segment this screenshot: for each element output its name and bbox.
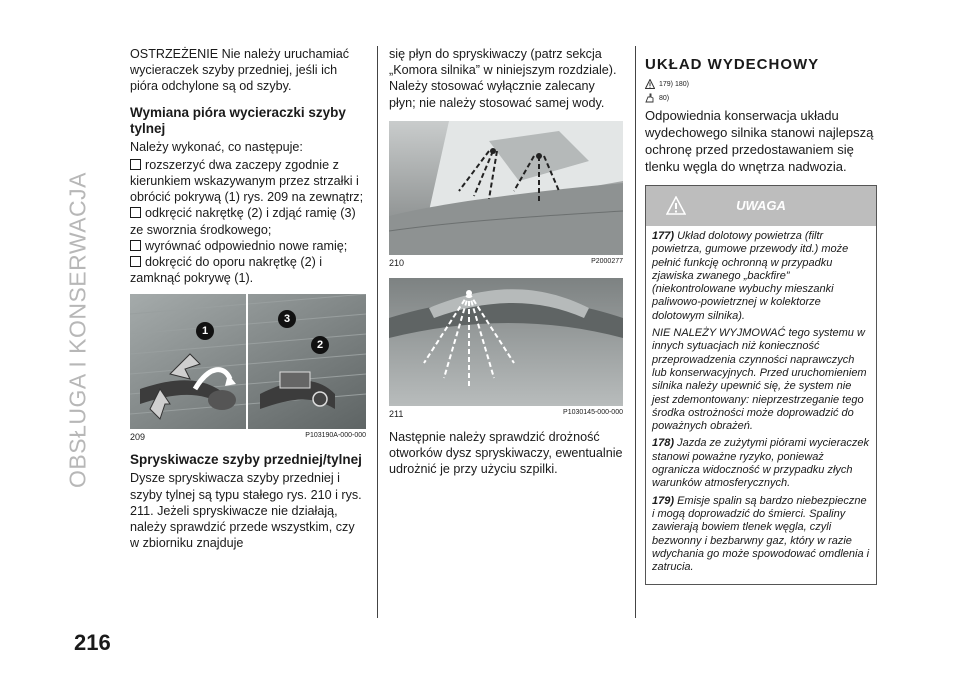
caution-reference-row [645,93,877,103]
column-2 [389,46,623,487]
column-divider [635,46,636,618]
rear-wiper-photo [130,294,366,429]
note-item: 177) Układ dolotowy powietrza (filtr powietrza, gumowe przewody itd.) może pełnić funkcję ochronną w przypadku zjawiska zwanego „backfire” (niekontrolowane wybuchy mieszanki paliwowo-powietrznej w kolektorze dolotowym silnika). [652,230,849,322]
figure-caption [389,409,623,419]
warning-reference-row [645,79,877,89]
warning-triangle-icon [645,79,655,89]
caution-references: 80) [659,94,670,102]
warning-paragraph: OSTRZEŻENIE Nie należy uruchamiać wycieraczek szyby przedniej, jeśli ich pióra odchylone są od szyby. [130,47,350,94]
side-section-title: OBSŁUGA I KONSERWACJA [64,172,91,488]
list-item: wyrównać odpowiednio nowe ramię; [130,238,366,254]
column-divider [377,46,378,618]
list-item: dokręcić do oporu nakrętkę (2) i zamknąć pokrywę (1). [130,255,323,286]
checkbox-icon [130,159,141,170]
warning-triangle-icon [666,196,686,216]
column-3 [645,46,877,585]
figure-code: P103190A-000-000 [305,432,366,440]
page-number: 216 [74,630,111,655]
checkbox-icon [130,207,141,218]
list-item: odkręcić nakrętkę (2) i zdjąć ramię (3) ze sworznia środkowego; [130,206,356,237]
exhaust-paragraph: Odpowiednia konserwacja układu wydechowego silnika stanowi najlepszą ochronę przed przedostawaniem się tlenku węgla do wnętrza nadwozia. [645,108,874,174]
figure-number: 209 [130,432,146,443]
steps-list [130,157,366,287]
warning-references: 179) 180) [659,80,689,88]
callout-2: 2 [311,336,329,354]
washers-paragraph: Dysze spryskiwacza szyby przedniej i szyby tylnej są typu stałego rys. 210 i rys. 211. Jeżeli spryskiwacze nie działają, należy sprawdzić przede wszystkim, czy w zbiorniku znajduje [130,471,362,551]
heading-rear-wiper: Wymiana pióra wycieraczki szyby tylnej [130,104,346,136]
heading-washers: Spryskiwacze szyby przedniej/tylnej [130,452,362,468]
front-washer-photo [389,121,623,255]
nozzle-paragraph: Następnie należy sprawdzić drożność otworków dysz spryskiwaczy, ewentualnie udrożnić je przy użyciu szpilki. [389,429,623,477]
rear-washer-photo [389,278,623,406]
note-item: 178) Jazda ze zużytymi piórami wycieraczek stanowi poważne ryzyko, ponieważ ogranicza widoczność w przypadku złych warunków atmosferycznych. [652,437,870,490]
note-item: NIE NALEŻY WYJMOWAĆ tego systemu w innych sytuacjach niż konieczność przeprowadzenia czynności naprawczych lub konserwacyjnych. Przed uruchomieniem silnika należy upewnić się, że system nie jest zdemontowany: nieprzestrzeganie tego środka ostrożności może doprowadzić do poważnych obrażeń. [652,327,867,433]
list-item: rozszerzyć dwa zaczepy zgodnie z kierunkiem wskazywanym przez strzałki i obrócić pokrywą (1) rys. 209 na zewnątrz; [130,157,364,205]
intro-paragraph: Należy wykonać, co następuje: [130,139,303,154]
checkbox-icon [130,256,141,267]
section-title: UKŁAD WYDECHOWY [645,56,820,73]
washer-fluid-paragraph: się płyn do spryskiwaczy (patrz sekcja „Komora silnika” w niniejszym rozdziale). Należy stosować wyłącznie zalecany płyn; nie należy stosować samej wody. [389,47,617,110]
warning-box-title: UWAGA [736,198,786,213]
figure-code: P1030145-000-000 [563,408,623,416]
figure-211 [389,278,623,419]
warning-box [645,185,877,585]
callout-3: 3 [278,310,296,328]
figure-caption [389,258,623,268]
warning-box-header [646,186,876,226]
figure-209 [130,294,366,442]
column-1 [130,46,366,561]
checkbox-icon [130,240,141,251]
figure-caption [130,432,366,442]
note-item: 179) Emisje spalin są bardzo niebezpieczne i mogą doprowadzić do śmierci. Spaliny zawierają bowiem tlenek węgla, czyli bezwonny i bezbarwny gaz, który w razie wdychania go może spowodować omdlenia i zatrucia. [652,494,870,574]
figure-number: 210 [389,257,405,268]
callout-1: 1 [196,322,214,340]
caution-hand-icon [645,93,655,103]
figure-code: P2000277 [591,257,623,265]
figure-number: 211 [389,408,404,419]
warning-box-body [646,226,876,584]
figure-210 [389,121,623,268]
